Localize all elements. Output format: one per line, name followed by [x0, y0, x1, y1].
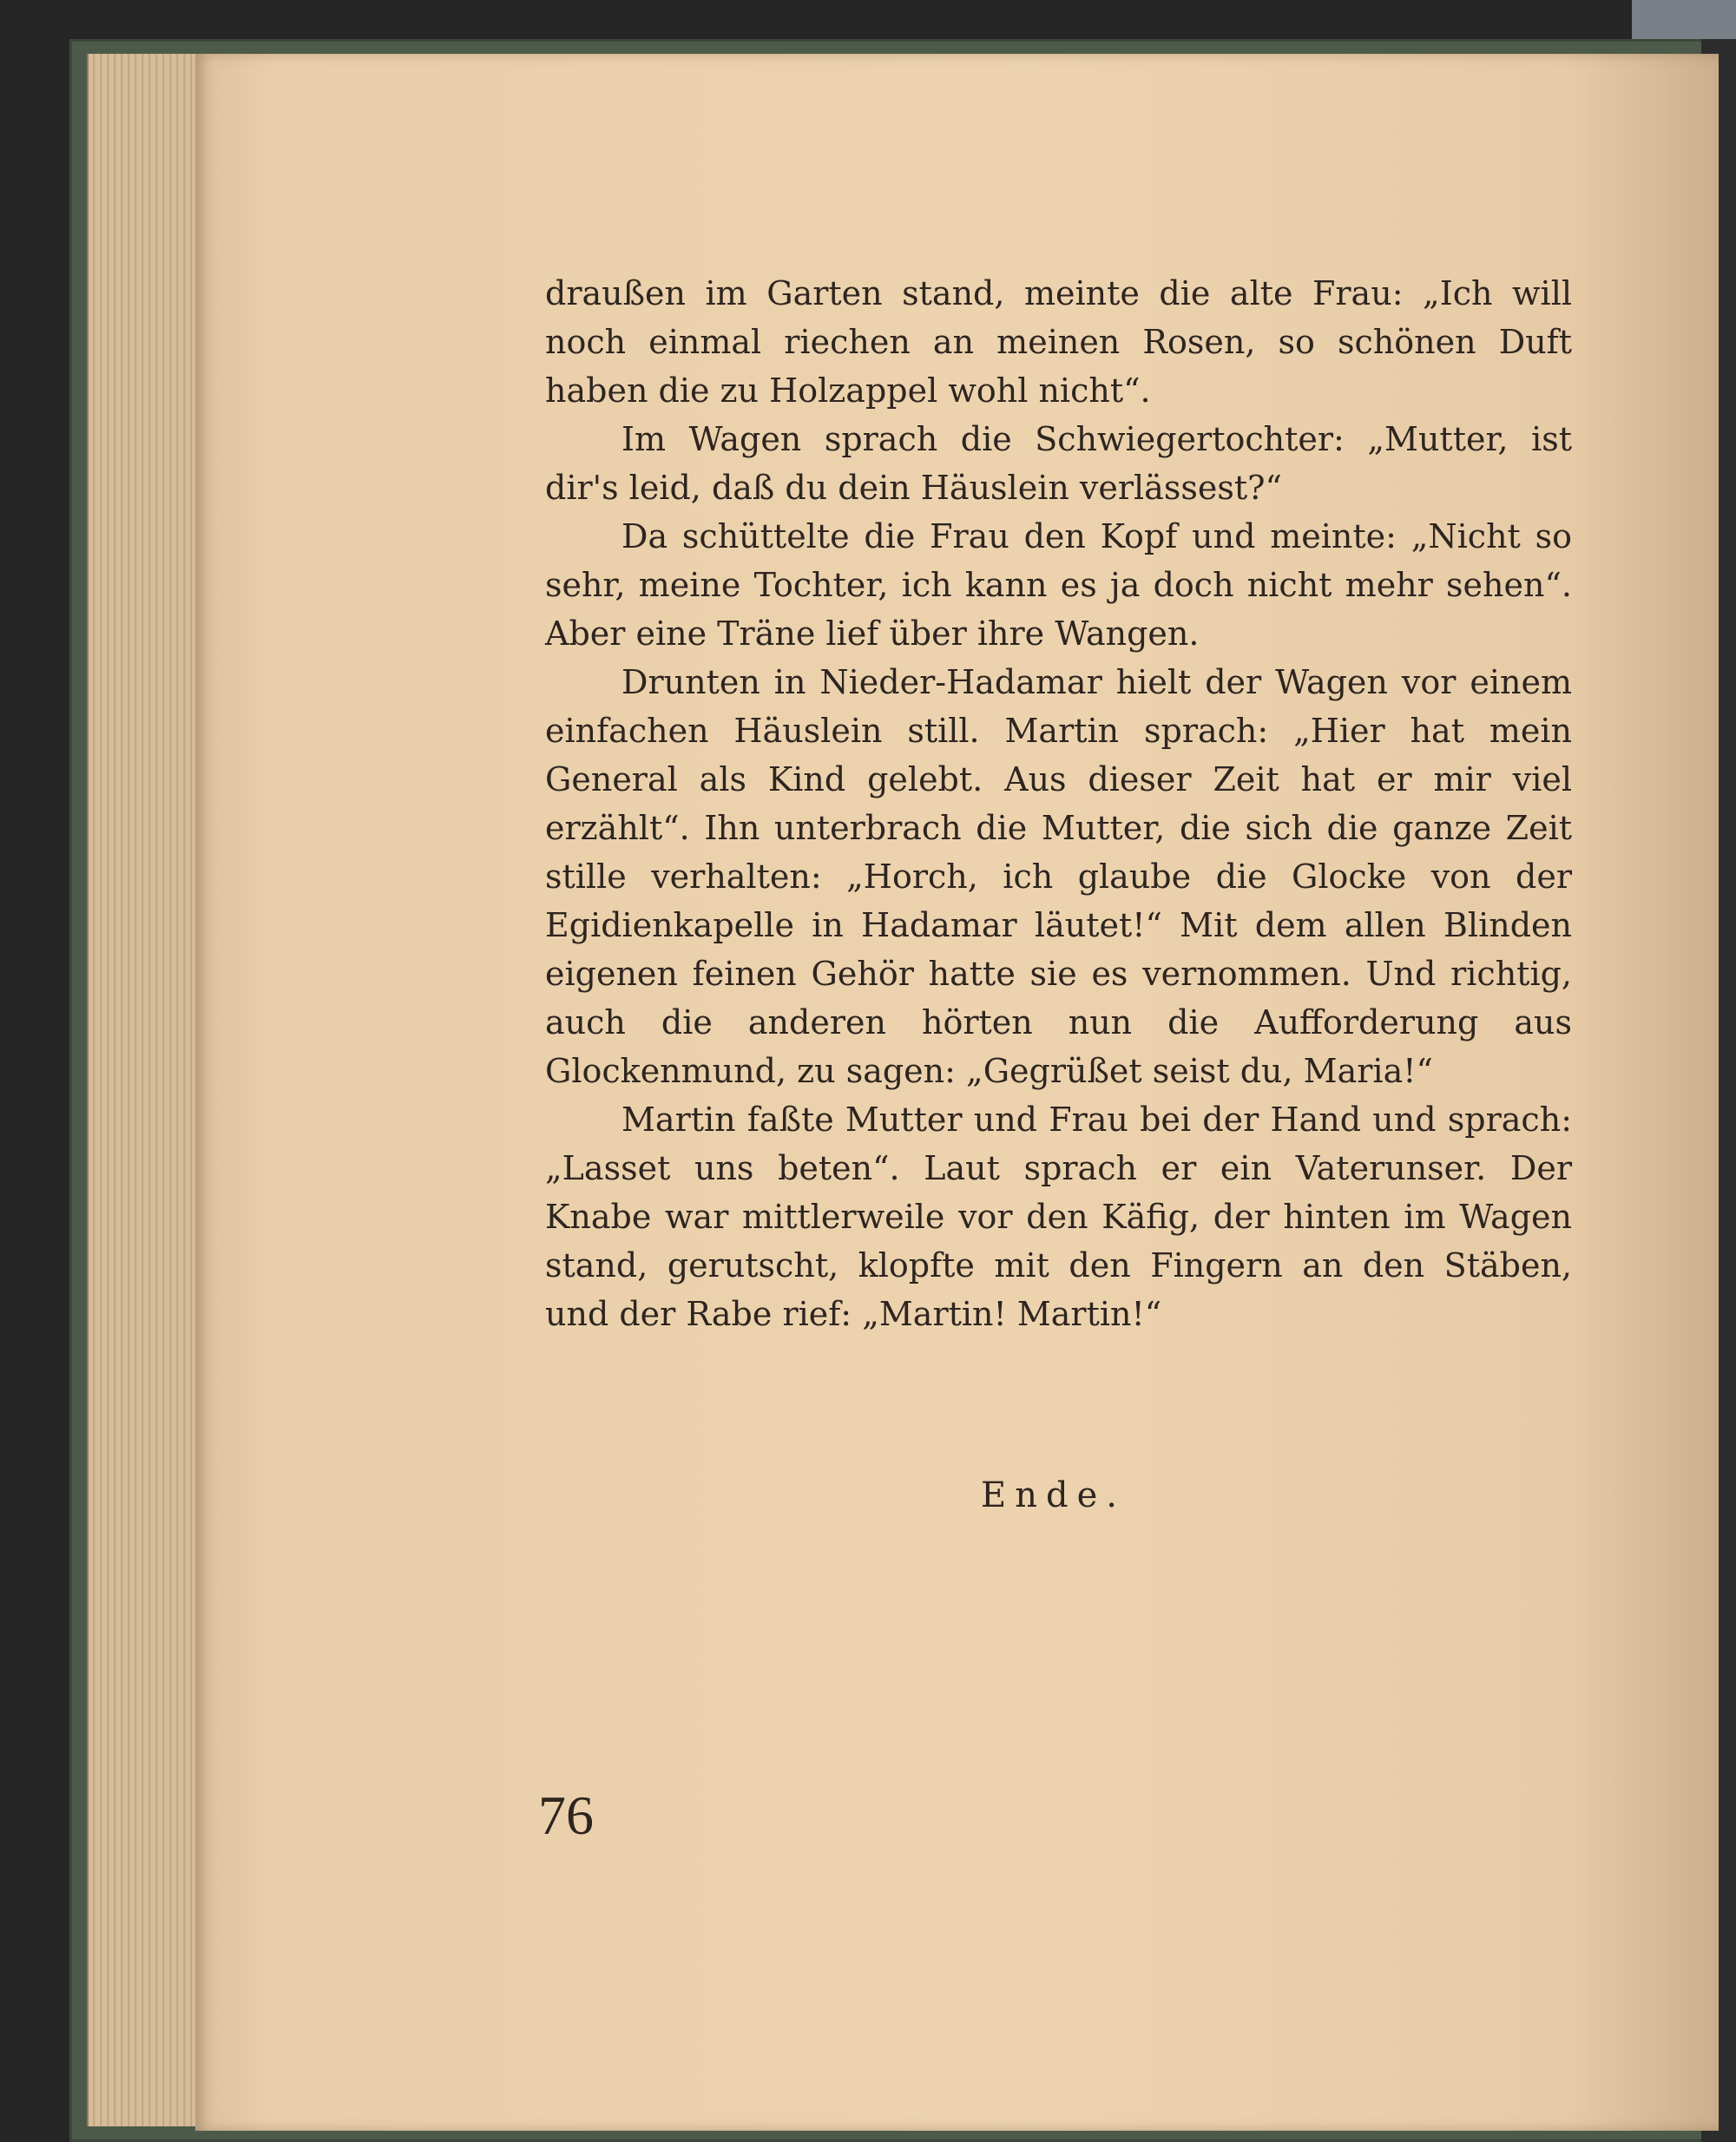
paragraph-4: Drunten in Nieder-Hadamar hielt der Wagen vor einem einfachen Häuslein still. Martin sprach: „Hier hat mein General als Kind gelebt. Aus dieser Zeit hat er mir viel erzählt“. Ihn unterbrach die Mutter, die sich die ganze Zeit stille verhalten: „Horch, ich glaube die Glocke von der Egidienkapelle in Hadamar läutet!“ Mit dem allen Blinden eigenen feinen Gehör hatte sie es vernommen. Und richtig, auch die anderen hörten nun die Aufforderung aus Glockenmund, zu sagen: „Gegrüßet seist du, Maria!“: [545, 663, 1572, 1090]
paragraph-2: Im Wagen sprach die Schwiegertochter: „Mutter, ist dir's leid, daß du dein Häuslein verlässest?“: [545, 420, 1572, 507]
paragraph-1: draußen im Garten stand, meinte die alte Frau: „Ich will noch einmal riechen an meinen Rosen, so schönen Duft haben die zu Holzappel wohl nicht“.: [545, 274, 1572, 410]
page-text: [545, 269, 1572, 1338]
paragraph-5: Martin faßte Mutter und Frau bei der Hand und sprach: „Lasset uns beten“. Laut sprach er ein Vaterunser. Der Knabe war mittlerweile vor den Käfig, der hinten im Wagen stand, gerutscht, klopfte mit den Fingern an den Stäben, und der Rabe rief: „Martin! Martin!“: [545, 1101, 1572, 1333]
ending-text: Ende.: [981, 1475, 1126, 1515]
cover-corner: [1632, 0, 1736, 39]
paragraph-3: Da schüttelte die Frau den Kopf und meinte: „Nicht so sehr, meine Tochter, ich kann es ja doch nicht mehr sehen“. Aber eine Träne lief über ihre Wangen.: [545, 517, 1572, 653]
page-number: 76: [538, 1784, 594, 1846]
